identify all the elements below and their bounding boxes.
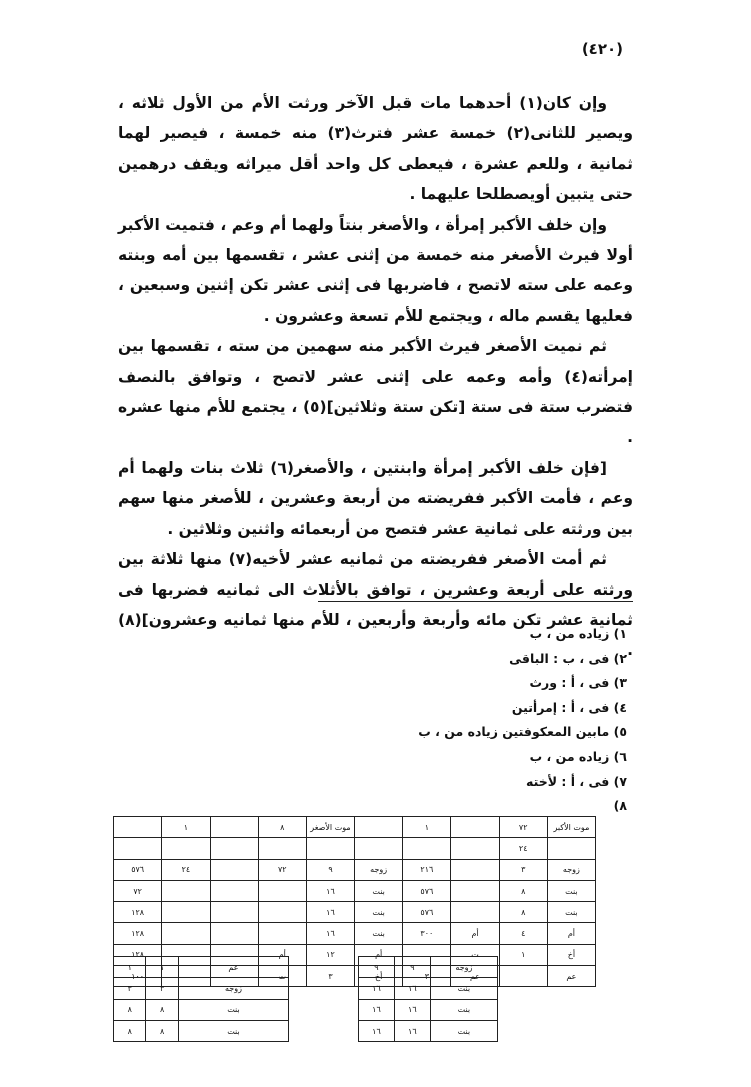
table-cell: موت الأصغر: [306, 817, 354, 838]
table-cell: ١٦: [306, 923, 354, 944]
table-cell: ١٦: [306, 902, 354, 923]
table-row: [114, 880, 596, 901]
table-cell: أخ: [355, 966, 403, 987]
table-cell: [210, 859, 258, 880]
table-cell: أم: [355, 944, 403, 965]
table-cell: [499, 966, 547, 987]
table-cell: ١٦: [359, 978, 395, 999]
table-cell: [355, 817, 403, 838]
table-cell: ٨: [258, 817, 306, 838]
table-row: [359, 999, 498, 1020]
table-row: [359, 957, 498, 978]
table-row: [114, 1020, 289, 1041]
table-cell: ٨: [114, 999, 146, 1020]
footnote: ٤) فى ، أ : إمرأتين: [511, 699, 627, 715]
footnotes: [197, 622, 627, 819]
page-number: (٤٢٠): [581, 40, 623, 58]
table-row: [114, 817, 596, 838]
table-row: [114, 838, 596, 859]
table-cell: ١٦: [394, 999, 430, 1020]
table-cell: [451, 838, 499, 859]
paragraph: وإن كان(١) أحدهما مات قبل الآخر ورثت الأم من الأول ثلاثه ، ويصير للثانى(٢) خمسة عشر فترث(٣) منه خمسة ، فيصير لهما ثمانية ، وللعم عشرة ، فيعطى كل واحد أقل ميراثه ويقف درهمين حتى يتبين أويصطلحا عليهما .: [118, 94, 634, 204]
table-cell: [258, 923, 306, 944]
table-cell: بنت: [355, 902, 403, 923]
table-cell: ٢١٦: [403, 859, 451, 880]
table-cell: ٣٠٠: [403, 923, 451, 944]
table-cell: زوجه: [430, 957, 497, 978]
table-cell: بنت: [355, 880, 403, 901]
table-cell: [162, 838, 210, 859]
table-cell: ١٦: [394, 978, 430, 999]
table-cell: ١٢٨: [114, 944, 162, 965]
table-cell: ٤: [499, 923, 547, 944]
table-cell: [114, 838, 162, 859]
table-cell: زوجه: [178, 978, 288, 999]
table-cell: بنت: [178, 1020, 288, 1041]
table-cell: [258, 838, 306, 859]
inheritance-table-bottom-left: [113, 956, 289, 1042]
table-row: [114, 923, 596, 944]
table-cell: ٣: [306, 966, 354, 987]
inheritance-table-bottom-right: [358, 956, 498, 1042]
paragraph: وإن خلف الأكبر إمرأة ، والأصغر بنتاً ولهما أم وعم ، فتميت الأكبر أولا فيرث الأصغر منه خمسة من إثنى عشر ، تقسمها بين أمه وبنته وعمه على سته لاتصح ، فاضربها فى إثنى عشر تكن إثنين وسبعين ، فعليها يقسم ماله ، ويجتمع للأم تسعة وعشرون .: [118, 215, 633, 325]
footnote: ٥) مابين المعكوفتين زياده من ، ب: [418, 724, 627, 740]
table-cell: [162, 923, 210, 944]
table-row: [114, 902, 596, 923]
table-cell: [451, 859, 499, 880]
footnote: ٢) فى ، ب : الباقى: [509, 650, 627, 666]
table-cell: أم: [258, 944, 306, 965]
table-cell: ٣: [114, 978, 146, 999]
table-cell: [210, 923, 258, 944]
table-cell: عم: [178, 957, 288, 978]
table-cell: [162, 902, 210, 923]
table-cell: [258, 902, 306, 923]
table-cell: ٣: [403, 966, 451, 987]
table-cell: ١٢٨: [114, 923, 162, 944]
table-cell: ٥٧٦: [403, 880, 451, 901]
table-cell: موت الأكبر: [547, 817, 595, 838]
table-cell: ١: [403, 817, 451, 838]
table-cell: ٥٧٦: [114, 859, 162, 880]
table-cell: أم: [547, 923, 595, 944]
table-cell: عم: [451, 966, 499, 987]
table-cell: ١٦: [394, 1020, 430, 1041]
table-cell: ١: [146, 957, 178, 978]
table-cell: ٩: [394, 957, 430, 978]
table-cell: [451, 902, 499, 923]
table-cell: [451, 817, 499, 838]
table-cell: ١٢: [306, 944, 354, 965]
table-cell: بنت: [430, 978, 497, 999]
table-cell: بنت: [430, 1020, 497, 1041]
footnote-separator: [318, 601, 633, 602]
table-cell: ٨: [114, 1020, 146, 1041]
table-cell: ت: [451, 944, 499, 965]
table-cell: [403, 838, 451, 859]
table-cell: عم: [547, 966, 595, 987]
table-cell: ١٠٠: [114, 966, 162, 987]
table-row: [114, 859, 596, 880]
table-cell: [162, 880, 210, 901]
table-row: [114, 957, 289, 978]
table-row: [114, 999, 289, 1020]
footnote: ٦) زياده من ، ب: [529, 748, 627, 764]
table-cell: بنت: [355, 923, 403, 944]
table-row: [359, 978, 498, 999]
table-cell: بنت: [178, 999, 288, 1020]
table-cell: ٨: [146, 1020, 178, 1041]
table-cell: ١٦: [359, 1020, 395, 1041]
table-cell: ١: [162, 817, 210, 838]
table-cell: بنت: [547, 902, 595, 923]
table-cell: [355, 838, 403, 859]
paragraph: [فإن خلف الأكبر إمرأة وابنتين ، والأصغر(٦) ثلاث بنات ولهما أم وعم ، فأمت الأكبر ففريضته من أربعة وعشرين ، للأصغر منها سهم بين ورثته على ثمانية عشر فتصح من أربعمائه واثنين وثلاثين .: [118, 458, 633, 538]
table-row: [114, 978, 289, 999]
table-cell: بنت: [430, 999, 497, 1020]
table-cell: [210, 817, 258, 838]
table-cell: ٨: [146, 999, 178, 1020]
table-cell: ٢٤: [499, 838, 547, 859]
table-cell: ١٢٨: [114, 902, 162, 923]
footnote: ٨): [613, 798, 627, 814]
table-cell: ٩: [359, 957, 395, 978]
main-text: [118, 88, 633, 666]
table-cell: ٩: [306, 859, 354, 880]
table-cell: ٨: [499, 880, 547, 901]
table-cell: [451, 880, 499, 901]
table-cell: [114, 817, 162, 838]
table-cell: ٧٢: [499, 817, 547, 838]
table-cell: بنت: [547, 880, 595, 901]
table-cell: ٣: [146, 978, 178, 999]
table-cell: [306, 838, 354, 859]
table-cell: ١٦: [359, 999, 395, 1020]
table-cell: [210, 902, 258, 923]
table-cell: ٨: [499, 902, 547, 923]
footnote: ٧) فى ، أ : لأخته: [526, 773, 627, 789]
table-cell: أم: [451, 923, 499, 944]
table-cell: زوجه: [355, 859, 403, 880]
table-cell: ٥٧٦: [403, 902, 451, 923]
table-row: [359, 1020, 498, 1041]
table-cell: ٢٤: [162, 859, 210, 880]
table-cell: ٧٢: [114, 880, 162, 901]
footnote: ٣) فى ، أ : ورث: [529, 675, 627, 691]
table-cell: ١: [499, 944, 547, 965]
paragraph: ثم أمت الأصغر ففريضته من ثمانيه عشر لأخيه(٧) منها ثلاثة بين ورثته على أربعة وعشرين ، توافق بالأثلاث الى ثمانيه فضربها فى ثمانية عشر تكن مائه وأربعة وأربعين ، للأم منها ثمانيه وعشرون](٨) .: [118, 550, 633, 660]
footnote: ١) زياده من ، ب: [529, 626, 627, 641]
table-cell: ١: [114, 957, 146, 978]
table-cell: [547, 838, 595, 859]
table-cell: ٣: [499, 859, 547, 880]
table-cell: ٧٢: [258, 859, 306, 880]
paragraph: ثم نميت الأصغر فيرث الأكبر منه سهمين من سته ، تقسمها بين إمرأته(٤) وأمه وعمه على إثنى عشر لاتصح ، وتوافق بالنصف فتضرب ستة فى ستة [تكن ستة وثلاثين](٥) ، يجتمع للأم منها عشره .: [118, 337, 633, 447]
table-cell: زوجه: [547, 859, 595, 880]
table-cell: ١٦: [306, 880, 354, 901]
table-cell: [210, 880, 258, 901]
table-cell: [258, 880, 306, 901]
table-cell: [210, 838, 258, 859]
table-cell: ت: [258, 966, 306, 987]
table-cell: أخ: [547, 944, 595, 965]
